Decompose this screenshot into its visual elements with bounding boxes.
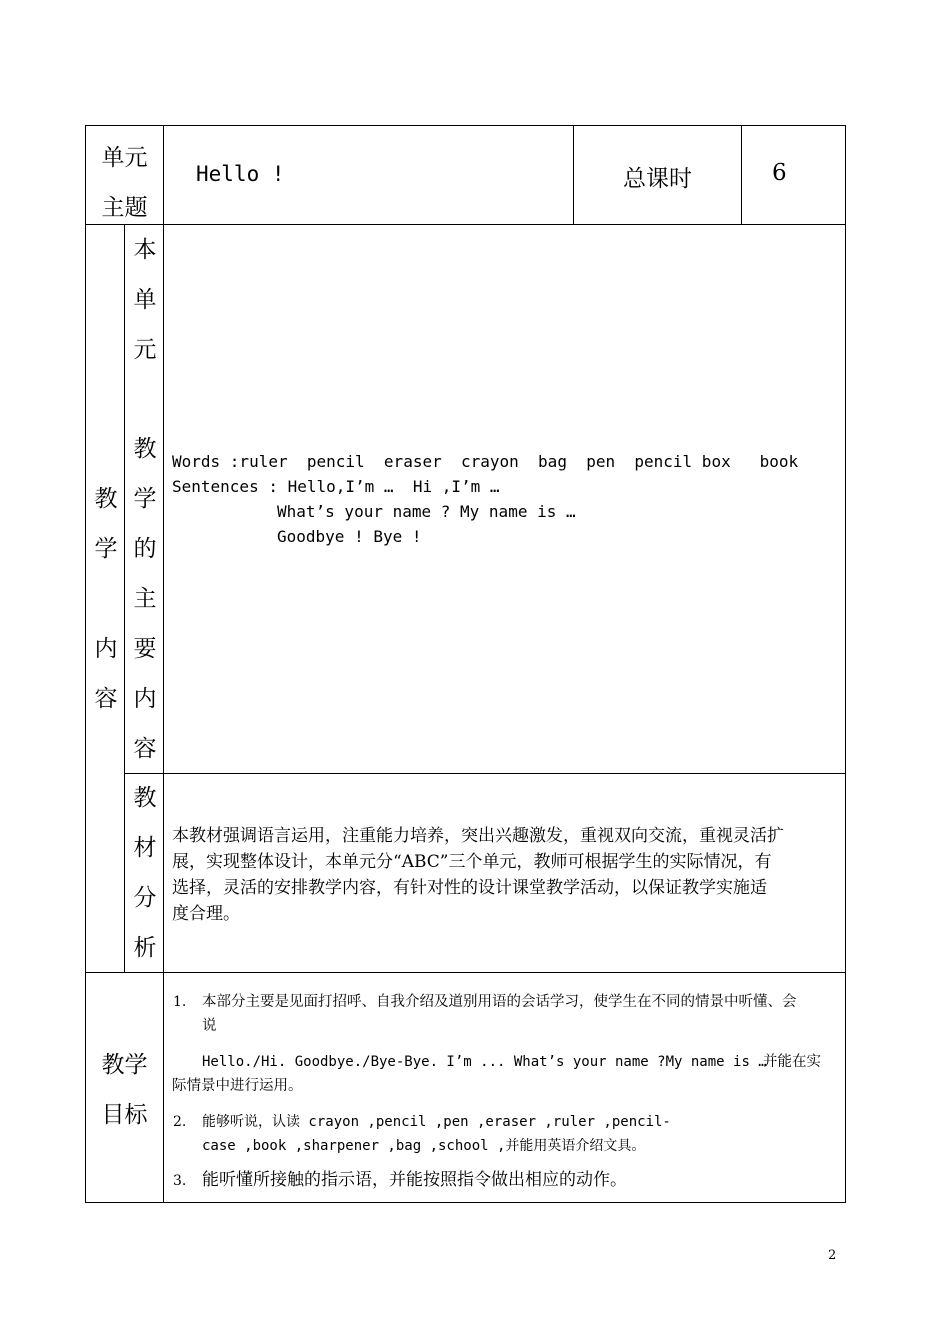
table-border-col1 bbox=[163, 125, 164, 225]
analysis-label-char: 材 bbox=[133, 835, 157, 861]
main-label-char: 容 bbox=[133, 736, 157, 762]
goal-text: 能听懂所接触的指示语，并能按照指令做出相应的动作。 bbox=[202, 1170, 627, 1190]
total-hours-value: 6 bbox=[772, 160, 787, 186]
analysis-label-char: 分 bbox=[133, 885, 157, 911]
goal-number: 1. bbox=[173, 994, 187, 1010]
goal-text: 并能在实 bbox=[763, 1054, 821, 1070]
main-label-char: 内 bbox=[133, 686, 157, 712]
analysis-label-char: 教 bbox=[133, 785, 157, 811]
unit-theme-label-line2: 主题 bbox=[101, 195, 148, 221]
goal-text: 说 bbox=[202, 1018, 217, 1034]
main-label-char: 学 bbox=[133, 486, 157, 512]
goal-text-english: Hello./Hi. Goodbye./Bye-Bye. I’m ... What’s your name ?My name is … bbox=[202, 1054, 767, 1070]
goal-text: case ,book ,sharpener ,bag ,school ,并能用英语介绍文具。 bbox=[202, 1138, 646, 1154]
main-label-char: 教 bbox=[133, 436, 157, 462]
table-border-right bbox=[845, 125, 846, 1203]
analysis-line: 本教材强调语言运用，注重能力培养，突出兴趣激发，重视双向交流，重视灵活扩 bbox=[172, 826, 784, 846]
goals-label-line2: 目标 bbox=[101, 1102, 148, 1128]
goals-label-line1: 教学 bbox=[101, 1052, 148, 1078]
sentences-line-2: What’s your name ? My name is … bbox=[277, 502, 576, 521]
total-hours-label: 总课时 bbox=[623, 166, 692, 192]
unit-title: Hello ! bbox=[196, 162, 285, 186]
main-label-char: 要 bbox=[133, 636, 157, 662]
sentences-line-1: Sentences : Hello,I’m … Hi ,I’m … bbox=[172, 477, 500, 496]
table-border-bottom bbox=[85, 1202, 846, 1203]
outer-label-char: 内 bbox=[94, 636, 118, 662]
outer-label-char: 学 bbox=[94, 536, 118, 562]
goal-text: 际情景中进行运用。 bbox=[172, 1078, 303, 1094]
table-border-top bbox=[85, 125, 846, 126]
outer-label-char: 教 bbox=[94, 486, 118, 512]
table-border-col3 bbox=[741, 125, 742, 225]
table-border-row3 bbox=[85, 972, 846, 973]
goal-text: 本部分主要是见面打招呼、自我介绍及道别用语的会话学习，使学生在不同的情景中听懂、会 bbox=[202, 994, 797, 1010]
material-analysis-text bbox=[172, 823, 842, 927]
table-border-goals bbox=[163, 972, 164, 1203]
teaching-goals-label bbox=[86, 1040, 163, 1140]
analysis-line: 度合理。 bbox=[172, 904, 240, 924]
goal-text: 能够听说，认读 crayon ,pencil ,pen ,eraser ,ruler ,pencil- bbox=[202, 1114, 671, 1130]
main-label-char: 元 bbox=[133, 337, 157, 363]
analysis-label-char: 析 bbox=[133, 935, 157, 961]
unit-theme-label bbox=[86, 133, 163, 233]
table-border-row1 bbox=[85, 224, 846, 225]
analysis-line: 选择，灵活的安排教学内容，有针对性的设计课堂教学活动，以保证教学实施适 bbox=[172, 878, 767, 898]
outer-label-char: 容 bbox=[94, 686, 118, 712]
analysis-line: 展，实现整体设计，本单元分“ABC”三个单元，教师可根据学生的实际情况，有 bbox=[172, 852, 772, 872]
words-line: Words :ruler pencil eraser crayon bag pen pencil box book bbox=[172, 452, 799, 471]
main-label-char: 单 bbox=[133, 287, 157, 313]
goal-number: 3. bbox=[173, 1173, 187, 1189]
unit-theme-label-line1: 单元 bbox=[101, 145, 148, 171]
main-label-char: 的 bbox=[133, 536, 157, 562]
sentences-line-3: Goodbye ! Bye ! bbox=[277, 527, 422, 546]
main-label-char: 主 bbox=[133, 586, 157, 612]
goal-number: 2. bbox=[173, 1114, 187, 1130]
page-number: 2 bbox=[828, 1248, 837, 1263]
main-label-char: 本 bbox=[133, 237, 157, 263]
table-border-row2 bbox=[124, 773, 846, 774]
